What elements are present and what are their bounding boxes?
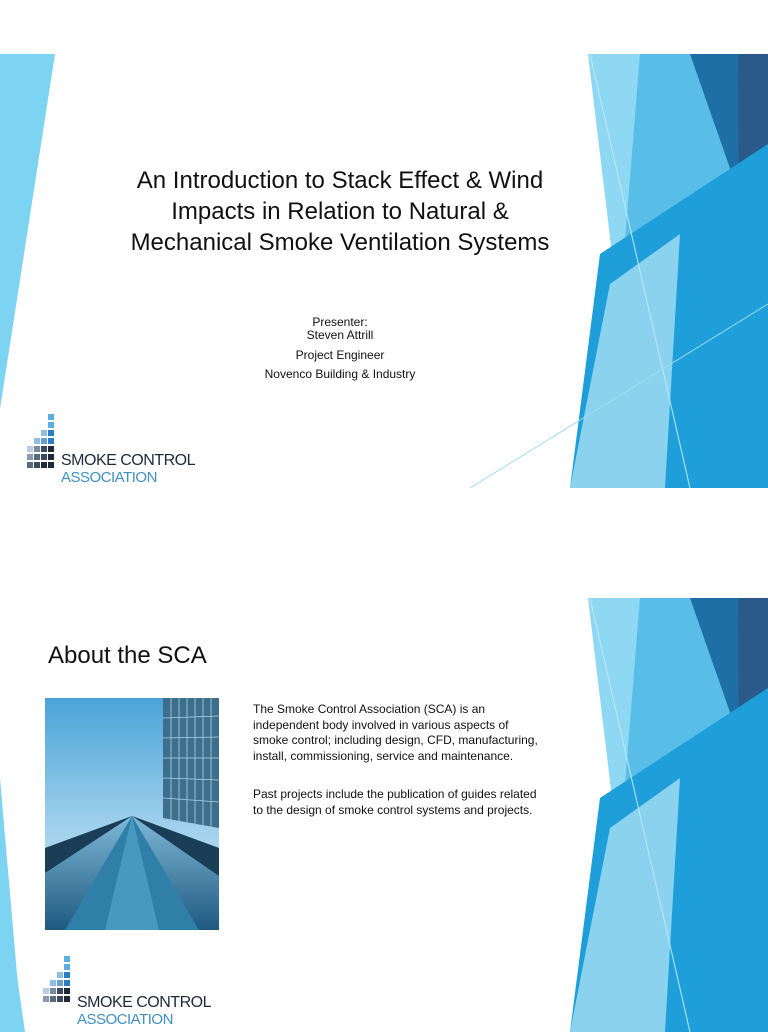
- title-line: Impacts in Relation to Natural &: [171, 198, 509, 225]
- title-line: Mechanical Smoke Ventilation Systems: [130, 229, 550, 256]
- about-text: [253, 702, 538, 818]
- about-paragraph: Past projects include the publication of guides related to the design of smoke control systems and projects.: [253, 787, 537, 817]
- presenter-info: [190, 316, 490, 381]
- logo-text-sub: ASSOCIATION: [77, 1011, 173, 1028]
- title-line: An Introduction to Stack Effect & Wind: [136, 167, 544, 194]
- about-slide: [0, 598, 768, 1032]
- presenter-role: Project Engineer: [295, 348, 385, 362]
- building-photo: [45, 698, 219, 930]
- presenter-label: Presenter:: [312, 315, 368, 329]
- sca-logo: [43, 956, 223, 1032]
- logo-text-sub: ASSOCIATION: [61, 469, 157, 486]
- logo-text-main: SMOKE CONTROL: [61, 452, 195, 469]
- about-paragraph: The Smoke Control Association (SCA) is an independent body involved in various aspects of smoke control; including design, CFD, manufacturing, install, commissioning, service and maintenance.: [253, 702, 538, 763]
- presenter-company: Novenco Building & Industry: [264, 367, 416, 381]
- presentation-title: [90, 165, 590, 258]
- logo-text-main: SMOKE CONTROL: [77, 994, 211, 1011]
- presenter-name: Steven Attrill: [306, 328, 374, 342]
- slide-title: About the SCA: [48, 642, 207, 669]
- title-slide: [0, 54, 768, 488]
- sca-logo: [27, 414, 202, 486]
